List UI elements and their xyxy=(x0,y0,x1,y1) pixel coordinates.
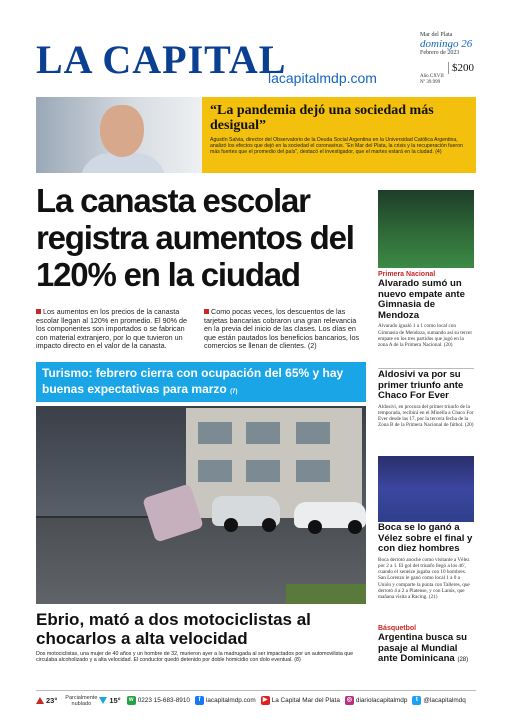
whatsapp-icon: w xyxy=(127,696,136,705)
main-lead-1: Los aumentos en los precios de la canasta escolar llegan al 120% en promedio. El 90% de los componentes son importados o se fabrican con material extranjero, por lo que tuvieron un impacto directo en el valor de la canasta. xyxy=(36,307,188,351)
edition-info xyxy=(420,32,480,86)
tourism-page: (7) xyxy=(230,389,238,395)
edition-year: Año CXVII xyxy=(420,74,444,79)
sidebar-text: Aldosivi, en procura del primer triunfo de la temporada, recibirá en el Minella a Chaco For Ever desde las 17, por la tercera fecha de la Zona B de la Primera Nacional de fútbol. (20) xyxy=(378,403,474,429)
main-headline[interactable]: La canasta escolar registra aumentos del 120% en la ciudad xyxy=(36,182,354,293)
sidebar-story-aldosivi[interactable] xyxy=(378,364,474,429)
edition-number: Nº 39.999 xyxy=(420,80,441,85)
section-label: Primera Nacional xyxy=(378,271,436,278)
masthead xyxy=(36,30,476,98)
bullet-square-icon xyxy=(36,309,41,314)
footer-bar xyxy=(36,690,476,710)
newspaper-logo[interactable]: LA CAPITAL xyxy=(36,37,287,82)
sidebar-story-boca[interactable] xyxy=(378,456,474,600)
twitter-link[interactable]: t @lacapitalmdq xyxy=(412,696,465,705)
crash-text: Dos motociclistas, una mujer de 40 años y un hombre de 32, murieron ayer a la madrugada al ser impactados por un automovilista que circulaba alcoholizado y a alta velocidad. El conductor quedó detenido por doble homicidio con dolo eventual. (8) xyxy=(36,651,354,664)
weather-max: 23° xyxy=(36,696,57,705)
sidebar-headline: Alvarado sumó un nuevo empate ante Gimnasia de Mendoza xyxy=(378,278,465,321)
temp-up-icon xyxy=(36,697,44,704)
city-label: Mar del Plata xyxy=(420,32,453,38)
sidebar-text: Alvarado igualó 1 a 1 como local con Gimnasia de Mendoza, sumando así su tercer empate en los tres partidos que jugó en la zona A de la Primera Nacional. (20) xyxy=(378,323,473,348)
banner-content xyxy=(202,97,476,173)
instagram-icon: ◎ xyxy=(346,697,353,703)
sidebar-headline: Argentina busca su pasaje al Mundial ante Dominicana (28) xyxy=(378,632,469,665)
facebook-link[interactable]: f lacapitalmdp.com xyxy=(195,696,256,705)
interviewee-photo xyxy=(36,97,202,173)
issue-day: domingo 26 xyxy=(420,38,473,50)
banner-text: Agustín Salvia, director del Observatorio de la Deuda Social Argentina en la Universidad Católica Argentina, analizó los efectos que dejó en la sociedad el coronavirus. “En Mar del Plata, la crisis y la recuperación fueron más fuertes que el promedio del país”, destacó el investigador, que el martes estará en la ciudad. (4) xyxy=(210,137,463,156)
tourism-banner[interactable] xyxy=(36,362,366,402)
section-label: Básquetbol xyxy=(378,625,417,632)
crash-scene-photo xyxy=(36,406,366,604)
temp-down-icon xyxy=(99,697,107,704)
crash-headline[interactable]: Ebrio, mató a dos motociclistas al chocarlos a alta velocidad xyxy=(36,610,311,648)
bullet-square-icon xyxy=(204,309,209,314)
instagram-link[interactable]: ◎ diariolacapitalmdp xyxy=(346,697,408,704)
twitter-icon: t xyxy=(412,696,421,705)
tourism-headline: Turismo: febrero cierra con ocupación del 65% y hay buenas expectativas para marzo xyxy=(42,366,344,396)
website-url[interactable]: lacapitalmdp.com xyxy=(268,70,377,86)
boca-players-photo xyxy=(378,456,474,522)
sidebar-text: Boca derrotó anoche como visitante a Vélez por 2 a 1. El gol del triunfo llegó a los 46', cuando el xeneize jugaba con 10 hombres. San Lorenzo le ganó como local 1 a 0 a Unión y comparte la punta con Talleres, que derrotó 4 a 2 a Platense, y con Lanús, que mañana visita a Racing. (21) xyxy=(378,556,470,600)
weather-min: 15° xyxy=(99,696,120,705)
facebook-icon: f xyxy=(195,696,204,705)
banner-quote: “La pandemia dejó una sociedad más desigual” xyxy=(210,103,434,133)
sidebar-headline: Boca se lo ganó a Vélez sobre el final y con diez hombres xyxy=(378,522,473,555)
issue-date: Febrero de 2023 xyxy=(420,50,460,56)
sidebar-headline: Aldosivi va por su primer triunfo ante Chaco For Ever xyxy=(378,369,464,402)
price-label: $200 xyxy=(448,62,474,74)
youtube-icon: ▶ xyxy=(261,696,270,705)
sidebar-story-alvarado[interactable] xyxy=(378,190,474,348)
interview-banner[interactable] xyxy=(36,97,476,173)
weather-condition: Parcialmente nublado xyxy=(65,694,98,707)
page-reference: (28) xyxy=(457,657,469,664)
sidebar-story-basketball[interactable] xyxy=(378,622,474,666)
youtube-link[interactable]: ▶ La Capital Mar del Plata xyxy=(261,696,340,705)
soccer-photo xyxy=(378,190,474,268)
main-lead-2: Como pocas veces, los descuentos de las tarjetas bancarias cobraron una gran relevancia en la previa del inicio de las clases. Los días en que están pautados los beneficios bancarios, los comercios se llenan de clientes. (2) xyxy=(204,307,360,351)
whatsapp-contact[interactable]: w 0223 15-683-8910 xyxy=(127,696,190,705)
